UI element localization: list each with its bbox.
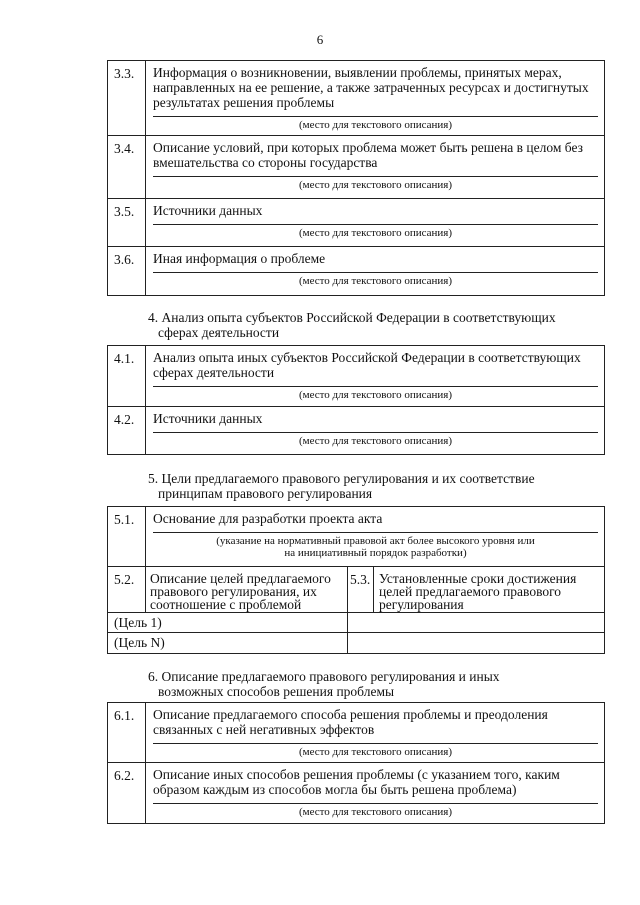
row-text: Анализ опыта иных субъектов Российской Федерации в соответствующих сферах деятельности bbox=[153, 350, 581, 380]
text-line bbox=[153, 380, 598, 387]
row-number: 3.6. bbox=[108, 247, 146, 295]
field-caption: (место для текстового описания) bbox=[298, 179, 453, 191]
row-text: Установленные сроки достижения целей предлагаемого правового регулирования bbox=[379, 571, 577, 612]
row-5-1 bbox=[108, 507, 604, 567]
row-number: 5.1. bbox=[108, 507, 146, 566]
row-text: Описание условий, при которых проблема может быть решена в целом без вмешательства со стороны государства bbox=[153, 140, 583, 170]
row-number: 3.3. bbox=[108, 61, 146, 135]
field-caption: на инициативный порядок разработки) bbox=[284, 547, 467, 559]
row-number: 5.3. bbox=[348, 567, 374, 612]
row-6-1 bbox=[108, 703, 604, 763]
table-section-3 bbox=[107, 60, 605, 296]
row-text: Описание иных способов решения проблемы (с указанием того, каким образом каждым из способов могла бы быть решена проблема) bbox=[153, 767, 560, 797]
field-caption: (место для текстового описания) bbox=[298, 389, 453, 401]
goal-row-n bbox=[108, 633, 604, 653]
table-section-4 bbox=[107, 345, 605, 455]
goal-label: (Цель 1) bbox=[108, 613, 348, 632]
row-text: Основание для разработки проекта акта bbox=[153, 511, 383, 526]
section-4-heading bbox=[148, 310, 608, 340]
row-number: 6.1. bbox=[108, 703, 146, 762]
table-section-6 bbox=[107, 702, 605, 824]
row-3-5 bbox=[108, 199, 604, 247]
row-3-4 bbox=[108, 136, 604, 199]
row-number: 3.4. bbox=[108, 136, 146, 198]
heading-line: принципам правового регулирования bbox=[158, 486, 373, 501]
text-line bbox=[153, 797, 598, 804]
row-6-2 bbox=[108, 763, 604, 823]
row-3-6 bbox=[108, 247, 604, 295]
text-line bbox=[153, 218, 598, 225]
text-line bbox=[153, 526, 598, 533]
row-text: Источники данных bbox=[153, 411, 263, 426]
heading-line: 4. Анализ опыта субъектов Российской Федерации в соответствующих bbox=[148, 310, 556, 325]
heading-line: 5. Цели предлагаемого правового регулирования и их соответствие bbox=[148, 471, 535, 486]
row-3-3 bbox=[108, 61, 604, 136]
text-line bbox=[153, 426, 598, 433]
row-text: Описание целей предлагаемого правового регулирования, их соотношение с проблемой bbox=[146, 567, 348, 612]
text-line bbox=[153, 266, 598, 273]
text-line bbox=[153, 170, 598, 177]
table-section-5 bbox=[107, 506, 605, 654]
field-caption: (место для текстового описания) bbox=[298, 746, 453, 758]
row-text: Иная информация о проблеме bbox=[153, 251, 326, 266]
field-caption: (место для текстового описания) bbox=[298, 806, 453, 818]
row-number: 4.2. bbox=[108, 407, 146, 454]
row-text: Информация о возникновении, выявлении проблемы, принятых мерах, направленных на ее решение, а также затраченных ресурсах и достигнутых результатах решения проблемы bbox=[153, 65, 589, 110]
goal-value bbox=[348, 613, 604, 632]
section-6-heading bbox=[148, 669, 608, 699]
row-number: 6.2. bbox=[108, 763, 146, 823]
row-number: 3.5. bbox=[108, 199, 146, 246]
row-text: Описание предлагаемого способа решения проблемы и преодоления связанных с ней негативных эффектов bbox=[153, 707, 548, 737]
heading-line: 6. Описание предлагаемого правового регулирования и иных bbox=[148, 669, 500, 684]
section-5-heading bbox=[148, 471, 608, 501]
row-4-1 bbox=[108, 346, 604, 407]
heading-line: сферах деятельности bbox=[158, 325, 280, 340]
goal-value bbox=[348, 633, 604, 653]
row-number: 4.1. bbox=[108, 346, 146, 406]
row-5-2-5-3 bbox=[108, 567, 604, 613]
text-line bbox=[153, 110, 598, 117]
row-text: Источники данных bbox=[153, 203, 263, 218]
heading-line: возможных способов решения проблемы bbox=[158, 684, 395, 699]
goal-row-1 bbox=[108, 613, 604, 633]
field-caption: (место для текстового описания) bbox=[298, 435, 453, 447]
text-line bbox=[153, 737, 598, 744]
field-caption: (место для текстового описания) bbox=[298, 227, 453, 239]
field-caption: (место для текстового описания) bbox=[298, 119, 453, 131]
row-4-2 bbox=[108, 407, 604, 454]
field-caption: (указание на нормативный правовой акт более высокого уровня или bbox=[216, 535, 535, 547]
goal-label: (Цель N) bbox=[108, 633, 348, 653]
field-caption: (место для текстового описания) bbox=[298, 275, 453, 287]
page-number: 6 bbox=[316, 32, 324, 47]
row-number: 5.2. bbox=[108, 567, 146, 612]
